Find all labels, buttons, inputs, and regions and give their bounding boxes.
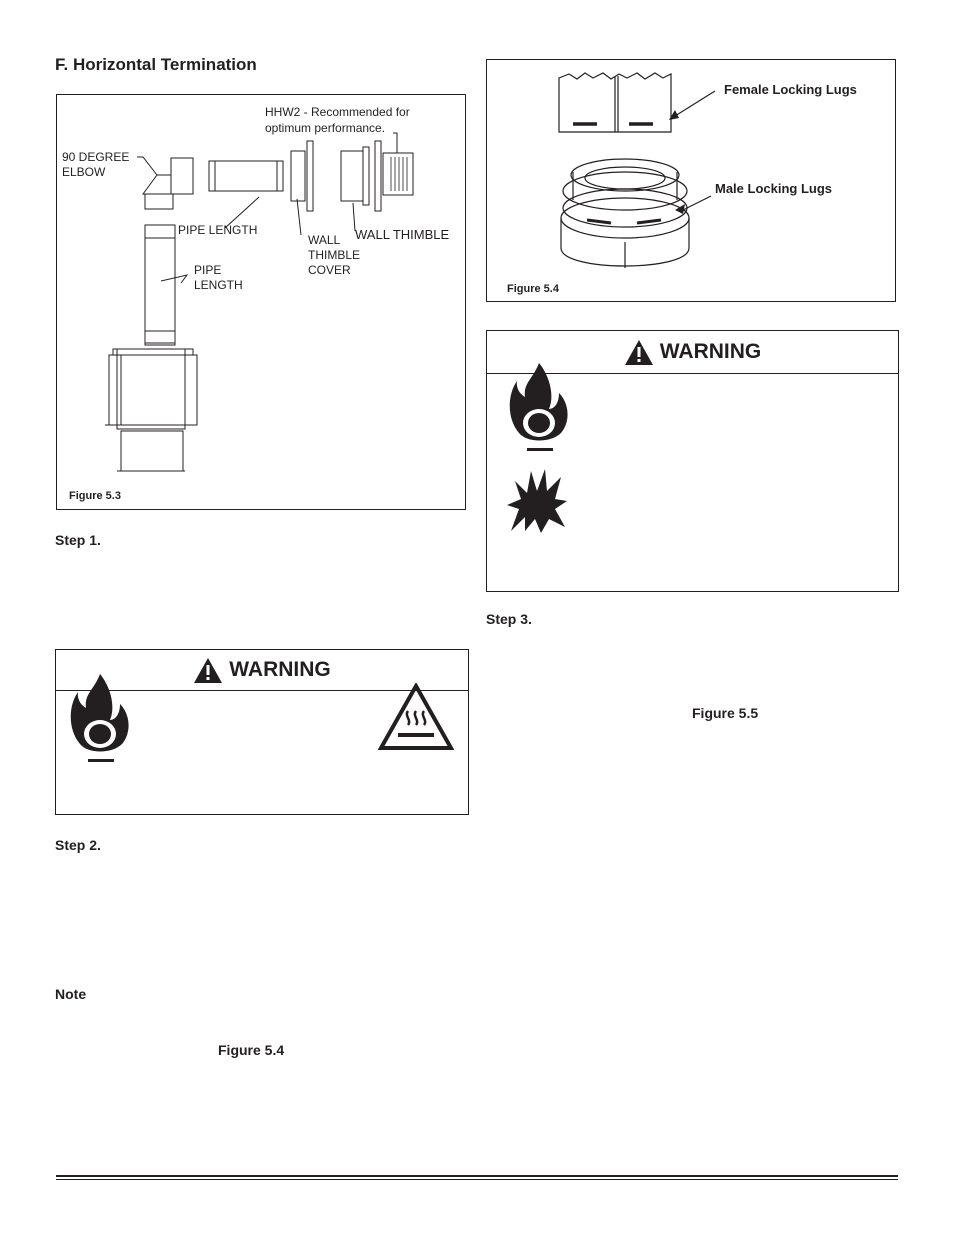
figure-5-3-caption: Figure 5.3 <box>69 490 121 502</box>
warning-box-right <box>486 330 899 592</box>
hhw2-label-line2: optimum performance. <box>265 121 386 135</box>
warning-title-left: WARNING <box>229 658 331 681</box>
warning-box-left <box>55 649 469 815</box>
warning-triangle-icon <box>193 657 223 684</box>
figure-5-5-reference: Figure 5.5 <box>692 705 759 721</box>
figure-5-4-caption: Figure 5.4 <box>507 283 559 295</box>
figure-5-4-reference: Figure 5.4 <box>218 1042 285 1058</box>
footer-rule-thick <box>56 1175 898 1177</box>
explosion-icon <box>505 465 569 535</box>
wall-thimble-label: WALL THIMBLE <box>355 227 450 242</box>
pipe-length-top-label: PIPE LENGTH <box>178 223 258 237</box>
wall-thimble-cover-line1: WALL <box>308 233 341 247</box>
wall-thimble-cover-line2: THIMBLE <box>308 248 361 262</box>
footer-rule-thin <box>56 1179 898 1180</box>
step-3-heading: Step 3. <box>486 611 532 627</box>
step-2-heading: Step 2. <box>55 837 101 853</box>
warning-title-right: WARNING <box>659 340 762 363</box>
elbow-label-line1: 90 DEGREE <box>62 150 130 164</box>
figure-5-4-box <box>486 59 896 302</box>
note-heading: Note <box>55 986 87 1002</box>
female-locking-lugs-label: Female Locking Lugs <box>724 82 857 97</box>
wall-thimble-cover-line3: COVER <box>308 263 351 277</box>
pipe-length-label-line2: LENGTH <box>194 278 243 292</box>
hhw2-label-line1: HHW2 - Recommended for <box>265 105 410 119</box>
hot-surface-icon <box>378 683 454 751</box>
step-1-heading: Step 1. <box>55 532 101 548</box>
male-locking-lugs-label: Male Locking Lugs <box>715 181 833 196</box>
elbow-label-line2: ELBOW <box>62 165 106 179</box>
pipe-length-label-line1: PIPE <box>194 263 222 277</box>
flame-icon <box>66 670 134 766</box>
flame-icon <box>505 359 573 455</box>
figure-5-3-box <box>56 94 466 510</box>
warning-triangle-icon <box>624 339 654 366</box>
section-title: F. Horizontal Termination <box>55 55 257 74</box>
